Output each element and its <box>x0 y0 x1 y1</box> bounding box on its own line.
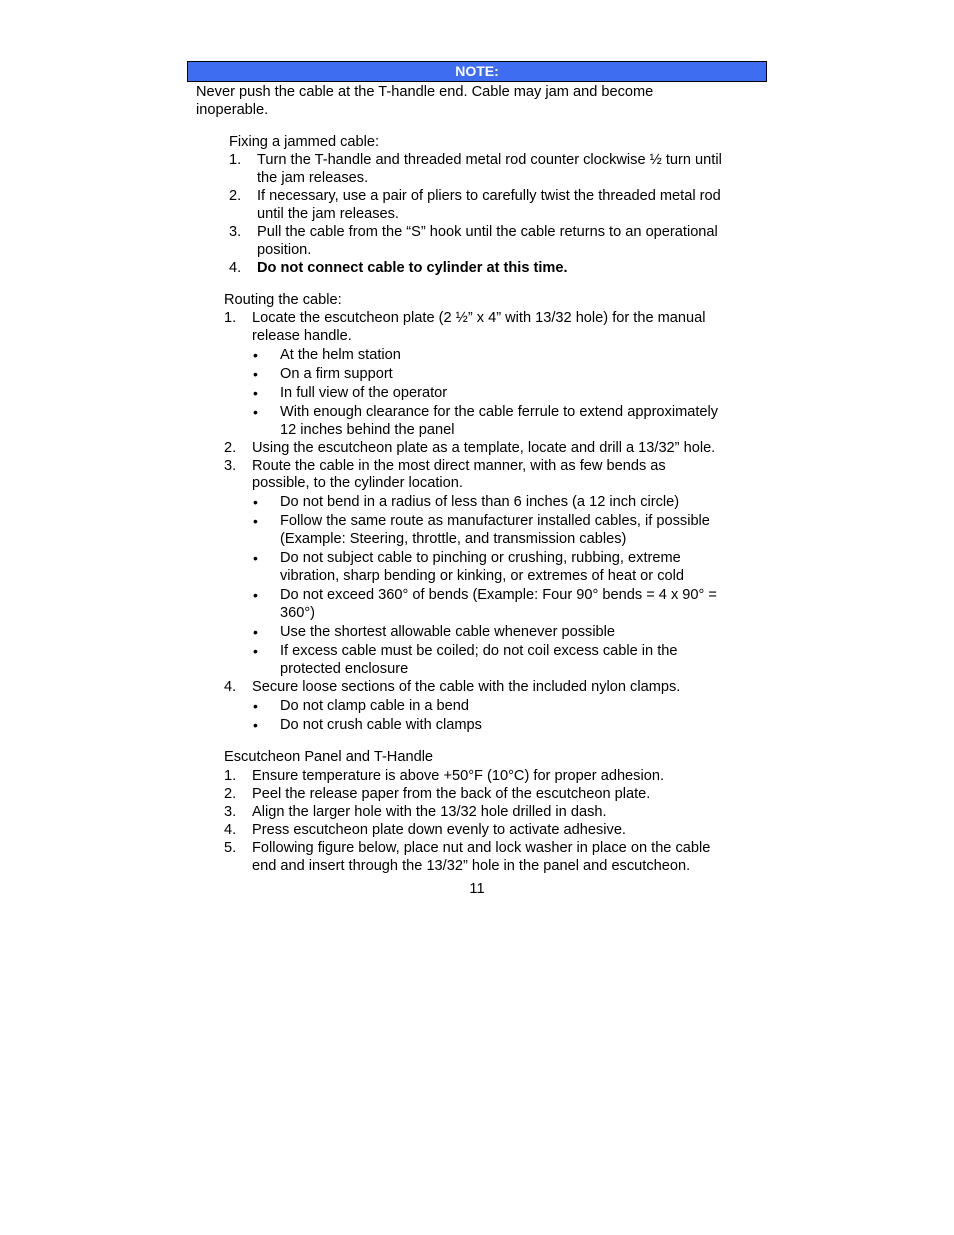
list-item-text: the jam releases. <box>257 170 369 186</box>
bullet-icon: • <box>253 643 258 659</box>
escutcheon-heading: Escutcheon Panel and T-Handle <box>224 749 434 765</box>
list-number: 1. <box>224 768 237 784</box>
list-number: 2. <box>224 440 237 456</box>
list-item-text: Align the larger hole with the 13/32 hole drilled in dash. <box>252 804 607 820</box>
list-item-text: Pull the cable from the “S” hook until the cable returns to an operational <box>257 224 718 240</box>
list-item-text: possible, to the cylinder location. <box>252 475 463 491</box>
list-number: 2. <box>224 786 237 802</box>
warning-text: Do not connect cable to cylinder at this time. <box>257 260 568 276</box>
bullet-text: Follow the same route as manufacturer installed cables, if possible <box>280 513 710 529</box>
list-item-text: Route the cable in the most direct manner, with as few bends as <box>252 458 666 474</box>
list-number: 3. <box>224 804 237 820</box>
bullet-text: Do not subject cable to pinching or crushing, rubbing, extreme <box>280 550 681 566</box>
bullet-icon: • <box>253 366 258 382</box>
list-number: 5. <box>224 840 237 856</box>
list-item-text: position. <box>257 242 312 258</box>
list-item-text: Locate the escutcheon plate (2 ½” x 4” with 13/32 hole) for the manual <box>252 310 706 326</box>
bullet-text: In full view of the operator <box>280 385 448 401</box>
routing-heading: Routing the cable: <box>224 292 342 308</box>
bullet-icon: • <box>253 624 258 640</box>
bullet-text: protected enclosure <box>280 661 409 677</box>
note-text-line-2: inoperable. <box>196 102 269 118</box>
bullet-text: Do not crush cable with clamps <box>280 717 482 733</box>
bullet-icon: • <box>253 550 258 566</box>
bullet-text: On a firm support <box>280 366 393 382</box>
list-number: 2. <box>229 188 242 204</box>
bullet-text: If excess cable must be coiled; do not coil excess cable in the <box>280 643 678 659</box>
jammed-heading: Fixing a jammed cable: <box>229 134 380 150</box>
list-number: 1. <box>224 310 237 326</box>
bullet-icon: • <box>253 587 258 603</box>
bullet-text: vibration, sharp bending or kinking, or extremes of heat or cold <box>280 568 684 584</box>
bullet-icon: • <box>253 717 258 733</box>
list-item-text: If necessary, use a pair of pliers to carefully twist the threaded metal rod <box>257 188 721 204</box>
bullet-icon: • <box>253 404 258 420</box>
list-number: 1. <box>229 152 242 168</box>
list-number: 3. <box>229 224 242 240</box>
bullet-icon: • <box>253 347 258 363</box>
list-number: 4. <box>224 822 237 838</box>
bullet-text: Do not bend in a radius of less than 6 inches (a 12 inch circle) <box>280 494 680 510</box>
note-header: NOTE: <box>187 61 767 82</box>
list-item-text: Press escutcheon plate down evenly to activate adhesive. <box>252 822 626 838</box>
bullet-text: (Example: Steering, throttle, and transmission cables) <box>280 531 627 547</box>
note-text-line-1: Never push the cable at the T-handle end. Cable may jam and become <box>196 84 654 100</box>
list-item-text: Turn the T-handle and threaded metal rod counter clockwise ½ turn until <box>257 152 722 168</box>
bullet-icon: • <box>253 385 258 401</box>
bullet-icon: • <box>253 698 258 714</box>
bullet-icon: • <box>253 513 258 529</box>
bullet-text: Do not clamp cable in a bend <box>280 698 470 714</box>
bullet-text: Use the shortest allowable cable whenever possible <box>280 624 616 640</box>
list-item-text: Secure loose sections of the cable with the included nylon clamps. <box>252 679 681 695</box>
list-item-text: Following figure below, place nut and lock washer in place on the cable <box>252 840 711 856</box>
bullet-text: With enough clearance for the cable ferrule to extend approximately <box>280 404 719 420</box>
list-item-text: end and insert through the 13/32” hole in the panel and escutcheon. <box>252 858 691 874</box>
list-item-text: release handle. <box>252 328 352 344</box>
list-item-text: until the jam releases. <box>257 206 399 222</box>
list-number: 4. <box>229 260 242 276</box>
list-item-text: Using the escutcheon plate as a template, locate and drill a 13/32” hole. <box>252 440 716 456</box>
bullet-text: 12 inches behind the panel <box>280 422 455 438</box>
bullet-text: Do not exceed 360° of bends (Example: Four 90° bends = 4 x 90° = <box>280 587 717 603</box>
page-number: 11 <box>469 881 485 897</box>
list-item-text: Ensure temperature is above +50°F (10°C) for proper adhesion. <box>252 768 665 784</box>
list-item-text: Peel the release paper from the back of the escutcheon plate. <box>252 786 651 802</box>
bullet-icon: • <box>253 494 258 510</box>
list-number: 4. <box>224 679 237 695</box>
bullet-text: 360°) <box>280 605 316 621</box>
list-number: 3. <box>224 458 237 474</box>
bullet-text: At the helm station <box>280 347 401 363</box>
